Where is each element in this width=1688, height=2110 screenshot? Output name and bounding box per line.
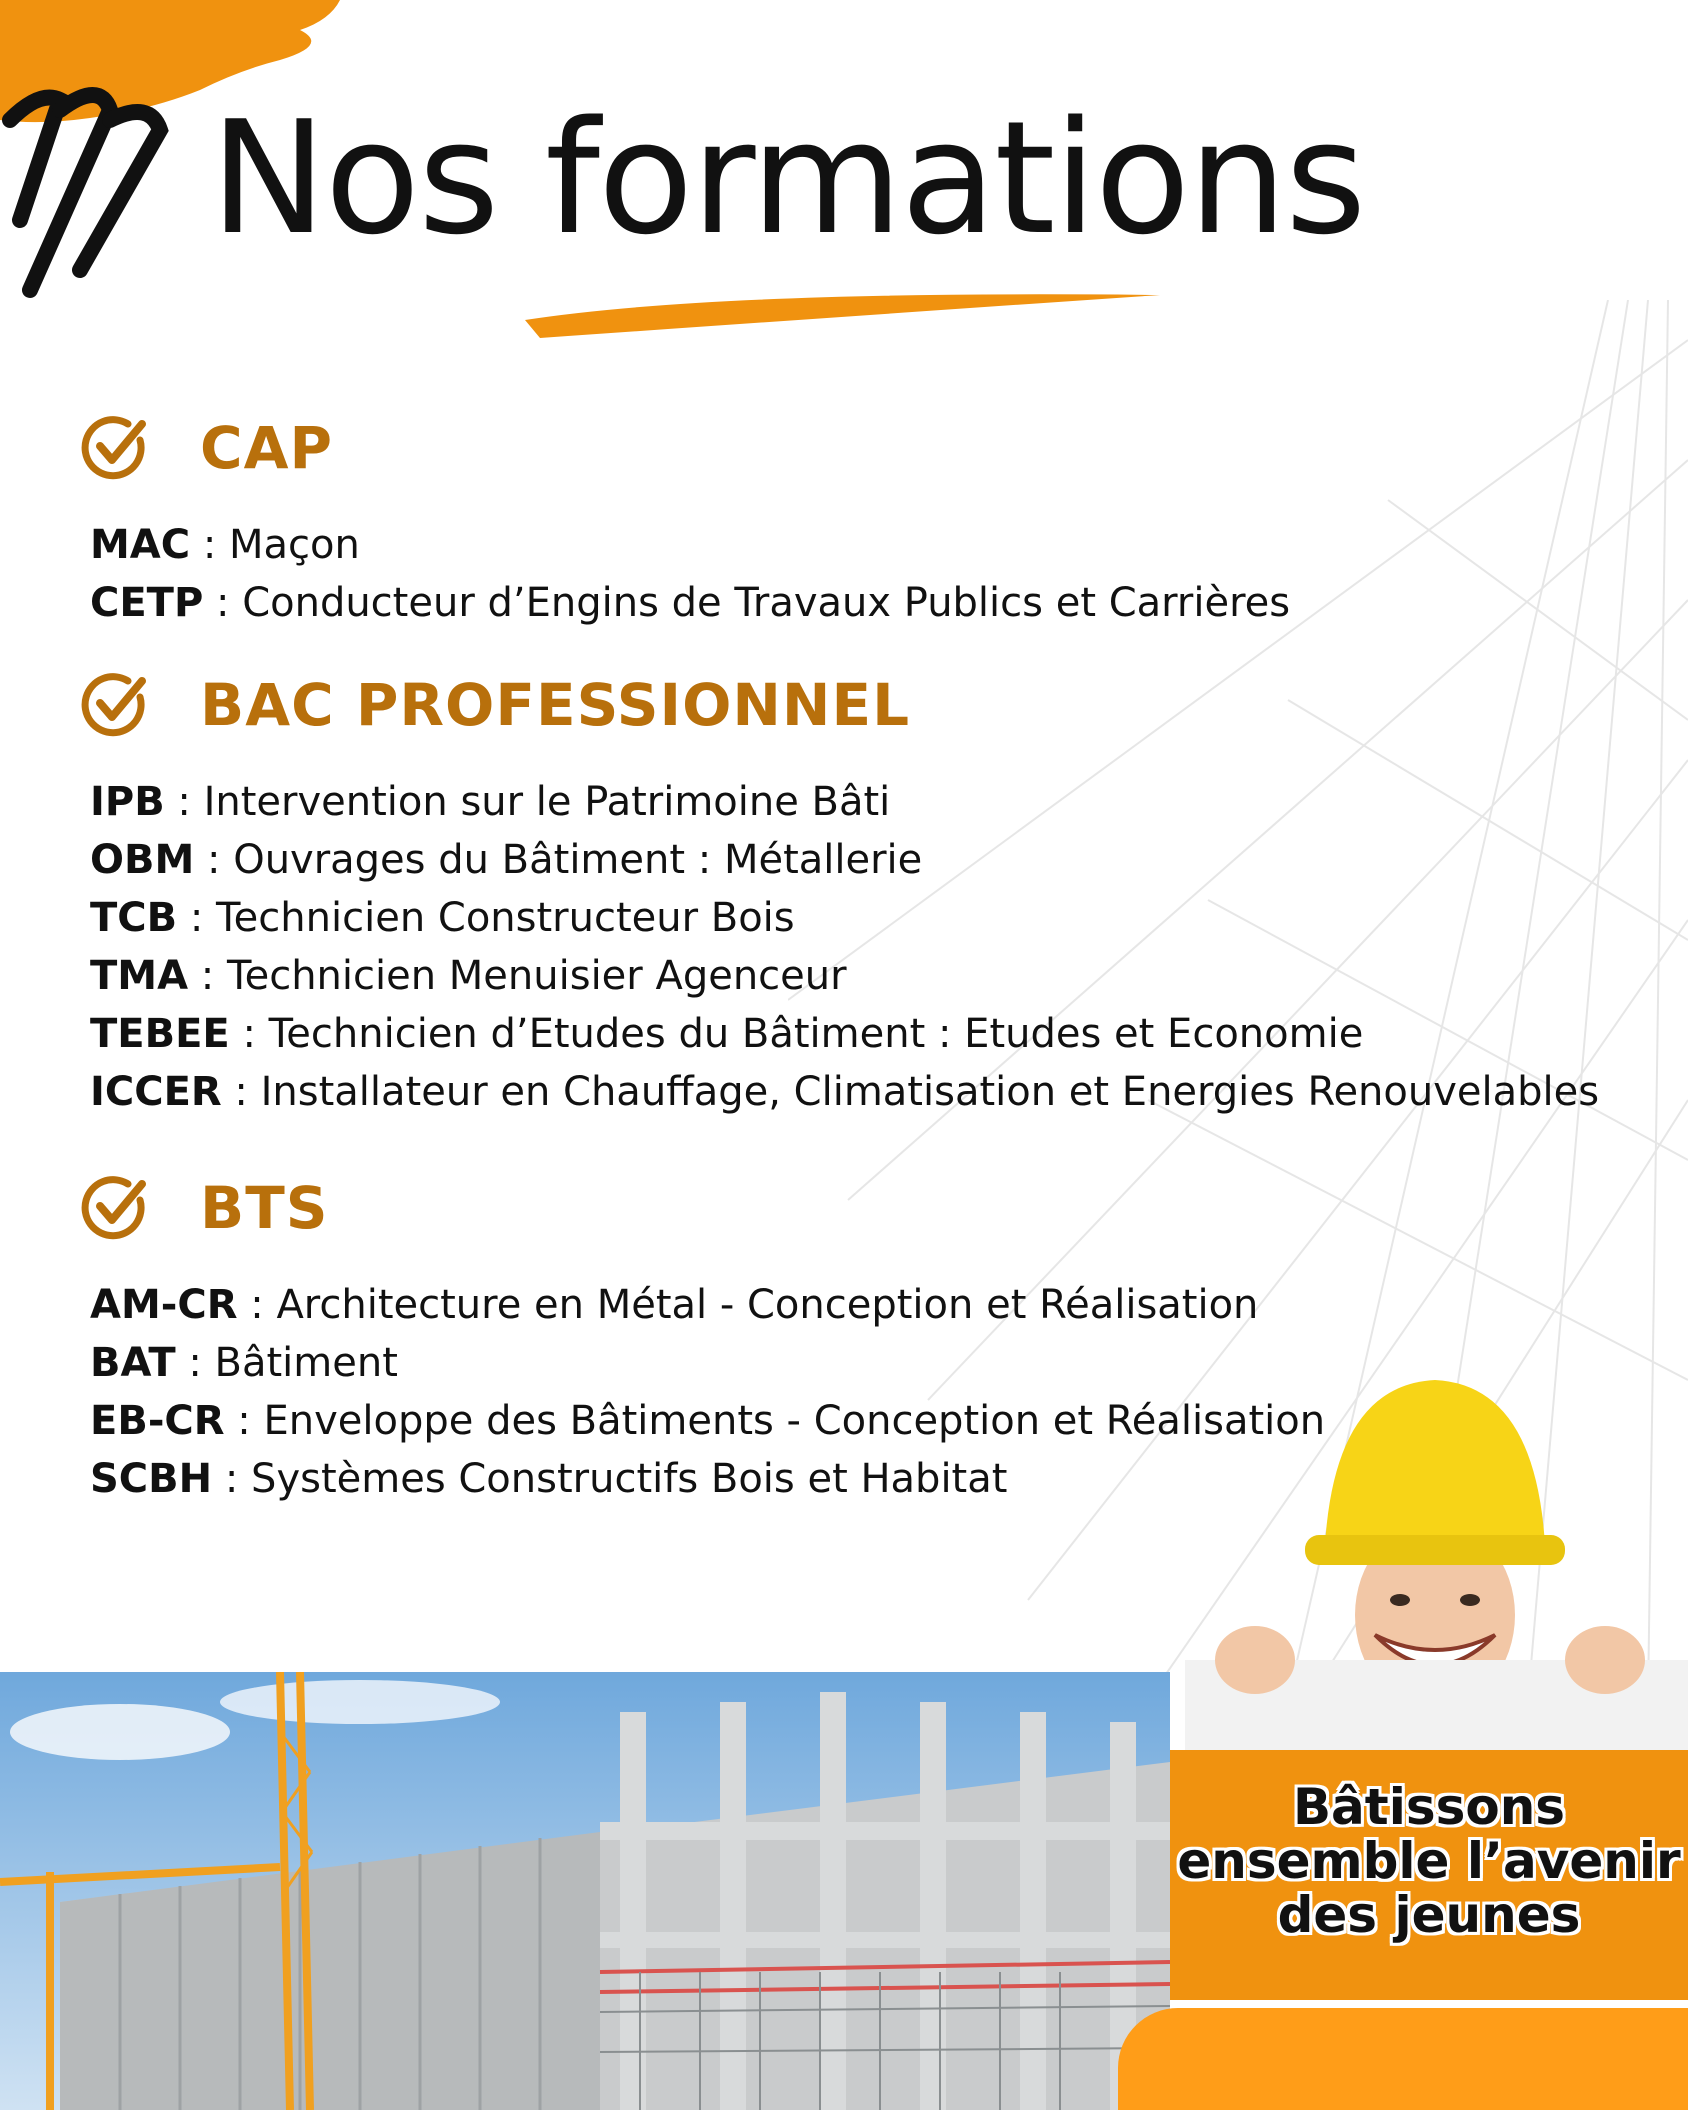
formation-label: Enveloppe des Bâtiments - Conception et Réalisation [263, 1398, 1326, 1444]
worker-with-helmet-illustration [1185, 1365, 1688, 1755]
section-header [80, 1168, 1325, 1248]
list-item [90, 1392, 1325, 1450]
separator: : [188, 953, 227, 999]
slogan-line-2: ensemble l’avenir [1177, 1832, 1681, 1890]
formation-list [90, 1276, 1325, 1508]
section-title: BTS [200, 1174, 329, 1242]
list-item [90, 947, 1599, 1005]
formation-abbr: SCBH [90, 1456, 213, 1502]
formation-abbr: IPB [90, 779, 165, 825]
formation-label: Technicien Menuisier Agenceur [226, 953, 847, 999]
formation-abbr: AM-CR [90, 1282, 238, 1328]
separator: : [190, 522, 230, 568]
check-circle-icon [80, 671, 148, 739]
separator: : [229, 1011, 269, 1057]
formation-label: Conducteur d’Engins de Travaux Publics et Carrières [242, 580, 1291, 626]
section-bts [80, 1168, 1325, 1508]
check-circle-icon [80, 414, 148, 482]
separator: : [175, 1340, 215, 1386]
formation-list [90, 516, 1290, 632]
formation-label: Systèmes Constructifs Bois et Habitat [251, 1456, 1008, 1502]
formation-label: Technicien d’Etudes du Bâtiment : Etudes et Economie [268, 1011, 1364, 1057]
formation-label: Architecture en Métal - Conception et Réalisation [276, 1282, 1259, 1328]
list-item [90, 1450, 1325, 1508]
slogan-text [1175, 1780, 1683, 1942]
formation-abbr: TMA [90, 953, 189, 999]
formation-label: Installateur en Chauffage, Climatisation et Energies Renouvelables [260, 1069, 1600, 1115]
section-cap [80, 408, 1290, 632]
formation-label: Ouvrages du Bâtiment : Métallerie [233, 837, 923, 883]
separator: : [177, 895, 217, 941]
list-item [90, 1276, 1325, 1334]
check-circle-icon [80, 1174, 148, 1242]
slogan-line-3: des jeunes [1277, 1886, 1581, 1944]
formation-abbr: TCB [90, 895, 178, 941]
section-bac-pro [80, 665, 1599, 1121]
orange-underline-stroke [520, 280, 1170, 340]
formation-label: Technicien Constructeur Bois [216, 895, 795, 941]
section-title: BAC PROFESSIONNEL [200, 671, 911, 739]
separator: : [203, 580, 243, 626]
formation-label: Bâtiment [214, 1340, 398, 1386]
list-item [90, 1005, 1599, 1063]
separator: : [212, 1456, 252, 1502]
section-header [80, 665, 1599, 745]
separator: : [237, 1282, 277, 1328]
list-item [90, 1063, 1599, 1121]
formation-abbr: CETP [90, 580, 204, 626]
list-item [90, 516, 1290, 574]
list-item [90, 831, 1599, 889]
formation-label: Maçon [229, 522, 360, 568]
formation-abbr: TEBEE [90, 1011, 230, 1057]
slogan-line-1: Bâtissons [1292, 1778, 1566, 1836]
formation-label: Intervention sur le Patrimoine Bâti [203, 779, 891, 825]
section-title: CAP [200, 414, 333, 482]
formation-abbr: ICCER [90, 1069, 222, 1115]
list-item [90, 889, 1599, 947]
page-title: Nos formations [210, 87, 1365, 269]
separator: : [194, 837, 234, 883]
list-item [90, 1334, 1325, 1392]
formation-abbr: MAC [90, 522, 191, 568]
separator: : [224, 1398, 264, 1444]
construction-site-photo [0, 1672, 1170, 2110]
formation-abbr: BAT [90, 1340, 176, 1386]
formation-list [90, 773, 1599, 1121]
separator: : [164, 779, 204, 825]
black-scribble-marks [0, 70, 180, 300]
separator: : [221, 1069, 261, 1115]
section-header [80, 408, 1290, 488]
formation-abbr: OBM [90, 837, 195, 883]
list-item [90, 574, 1290, 632]
list-item [90, 773, 1599, 831]
formation-abbr: EB-CR [90, 1398, 225, 1444]
orange-footer-shape [1118, 2008, 1688, 2110]
